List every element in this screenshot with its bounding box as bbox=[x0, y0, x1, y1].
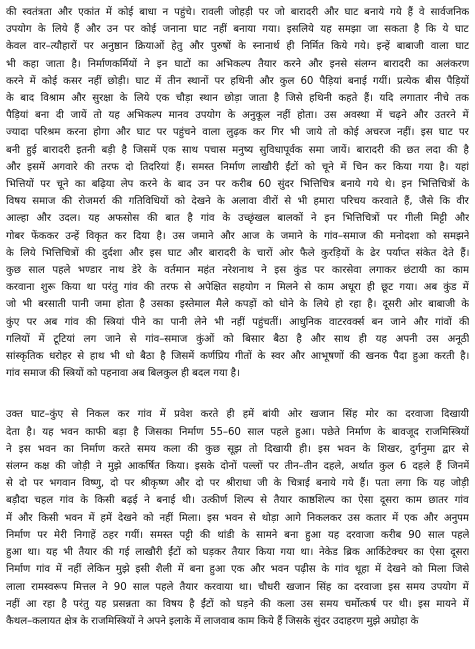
text-line: की स्वतंत्रता और एकांत में कोई बाधा न पहुंचे। रावली जोहड़ी पर जो बारादरी और घाट बनाये गये हैं वे सार्वजनिक bbox=[6, 7, 469, 18]
text-line: ज्यादा परिश्रम करना होगा और घाट पर पहुंचने वाला लुढ़क कर गिर भी जाये तो कोई अचरज नहीं। इस घाट पर bbox=[6, 127, 469, 139]
text-line: हुआ था। यह भी तैयार की गई लाखौरी ईंटों को घड़कर तैयार किया गया था। नेकेड ब्रिक आर्किटेक्चर का ऐसा दूसरा bbox=[6, 547, 469, 559]
text-line: संलग्न कक्ष की जोड़ी ने मुझे आकर्षित किया। इसके दोनों पल्लों पर तीन–तीन दहले, अर्थात कुल 6 दहले हैं जिनमें bbox=[6, 461, 469, 473]
text-line: पैड़ियां बना दी जायें तो यह अभिकल्प मानव उपयोग के अनुकूल नहीं होता। उस अवस्था में चढ़ने और उतरने में bbox=[6, 110, 469, 122]
text-line: भी कहा जाता है। निर्माणकर्मियों ने इन घाटों का अभिकल्प तैयार करने और इनसे संलग्न बारादरी का अलंकरण bbox=[6, 58, 469, 70]
text-line: गोबर फेंककर उन्हें विकृत कर दिया है। उस जमाने और आज के जमाने के गांव–समाज की मनोदशा को समझने bbox=[6, 230, 469, 242]
text-line: लाला रामस्वरूप मित्तल ने 90 साल पहले तैयार करवाया था। चौधरी खजान सिंह का दरवाजा इस समय उपयोग में bbox=[6, 581, 469, 593]
text-line: के लिये भित्तिचित्रों की दुर्दशा और इस घाट और बारादरी के चारों ओर फैले कुरड़ियों के ढेर पर्याप्त संकेत देते हैं। bbox=[6, 247, 469, 259]
text-line: विषय समाज की रोजमर्रा की गतिविधियों को देखने के अलावा वीरों से भी हमारा परिचय करवाते हैं, जैसे कि वीर bbox=[6, 196, 469, 208]
text-line: बनी हुई बारादरी इतनी बड़ी है जिसमें एक साथ पचास मनुष्य सुविधापूर्वक समा जायें। बारादरी की छत लदा की है bbox=[6, 144, 469, 156]
text-line: ने इस भवन का निर्माण करते समय कला की कुछ सूझ तो दिखायी ही। इस भवन के शिखर, दुर्गनुमा द्वार से bbox=[6, 443, 469, 455]
text-line: जो भी बरसाती पानी जमा होता है उसका इस्तेमाल मैले कपड़ों को धोने के लिये हो रहा है। दूसरी ओर बाबाजी के bbox=[6, 299, 469, 311]
text-line: करवाना शुरू किया था परंतु गांव की तरफ से अपेक्षित सहयोग न मिलने से काम अधूरा ही छूट गया। अब कुंड में bbox=[6, 282, 469, 294]
text-line: गांव समाज की स्त्रियों को पहनावा अब बिलकुल ही बदल गया है। bbox=[6, 368, 240, 380]
text-line: करने में कोई कसर नहीं छोड़ी। घाट में तीन स्थानों पर हथिनी और कुल 60 पैड़ियां बनाई गयीं। प्रत्येक बीस पैड़ियों bbox=[6, 75, 469, 87]
text-line: के बाद विश्राम और सुरक्षा के लिये एक चौड़ा स्थान छोड़ा जाता है जिसे हथिनी कहते हैं। यदि लगातार नीचे तक bbox=[6, 93, 469, 105]
text-line: कुछ साल पहले भण्डार नाथ डेरे के वर्तमान महंत नरेशनाथ ने इस कुंड पर कारसेवा लगाकर छंटायी का काम bbox=[6, 265, 469, 277]
text-line: में और किसी भवन में हमें देखने को नहीं मिला। इस भवन से थोड़ा आगे निकलकर उस कतार में एक और अनुपम bbox=[6, 512, 469, 524]
text-line: और इसमें अगवारे की तरफ दो तिदरियां हैं। समस्त निर्माण लाखौरी ईंटों को चूने में चिन कर किया गया है। यहां bbox=[6, 161, 469, 173]
text-line: आल्हा और उदल। यह अफसोस की बात है गांव के उच्छृंखल बालकों ने इन भित्तिचित्रों पर गीली मिट्टी और bbox=[6, 213, 469, 225]
paragraph-khajan-singh-darwaza bbox=[6, 406, 469, 630]
text-line: सांस्कृतिक धरोहर से हाथ भी धो बैठा है जिसमें कर्णप्रिय गीतों के स्वर और आभूषणों की खनक पैदा हुआ करती है। bbox=[6, 351, 469, 363]
text-line: उपयोग के लिये हैं और उन पर कोई जनाना घाट नहीं बनाया गया। इसलिये यह समझा जा सकता है कि ये घाट bbox=[6, 24, 469, 36]
text-line: भित्तियों पर चूने का बढ़िया लेप करने के बाद उन पर करीब 60 सुंदर भित्तिचित्र बनाये गये थे। इन भित्तिचित्रों के bbox=[6, 179, 469, 191]
text-line: उक्त घाट–कुंए से निकल कर गांव में प्रवेश करते ही हमें बांयी ओर खजान सिंह मोर का दरवाजा दिखायी bbox=[6, 409, 469, 421]
text-line: केवल वार–त्यौहारों पर अनुष्ठान क्रियाओं हेतु और पुरुषों के स्नानार्थ ही निर्मित किये गये। इन्हें बाबाजी वाला घाट bbox=[6, 41, 469, 53]
paragraph-ghat-baradari bbox=[6, 4, 469, 382]
text-line: कैथल–कलायत क्षेत्र के राजमिस्त्रियों ने अपने इलाके में लाजवाब काम किये हैं जिसके सुंदर उदाहरण मुझे अग्रोहा के bbox=[6, 615, 419, 627]
text-line: कुंए पर अब गांव की स्त्रियां पीने का पानी लेने भी नहीं पहुंचतीं। आधुनिक वाटरवर्क्स बन जाने और गांवों की bbox=[6, 316, 469, 328]
text-line: देता है। यह भवन काफी बड़ा है जिसका निर्माण 55–60 साल पहले हुआ। पछेते निर्माण के बावजूद राजमिस्त्रियों bbox=[6, 426, 469, 438]
text-line: बड़ौदा चहल गांव के किसी बढ़ई ने बनाई थी। उत्कीर्ण शिल्प से तैयार काष्ठशिल्प का ऐसा दूसरा काम छातर गांव bbox=[6, 495, 469, 507]
text-line: निर्माण पर मेरी निगाहें ठहर गयीं। समस्त पट्टी की थांडी के सामने बना हुआ यह दरवाजा करीब 90 साल पहले bbox=[6, 529, 469, 541]
text-line: गलियों में टूटियां लग जाने से गांव–समाज कुंओं को बिसार बैठा है और साथ ही यह अपनी उस अनूठी bbox=[6, 333, 469, 345]
text-line: से दो पर भगवान विष्णु, दो पर श्रीकृष्ण और दो पर श्रीराधा जी के चित्राई बनाये गये हैं। पता लगा कि यह जोड़ी bbox=[6, 478, 469, 490]
text-line: निर्माण गांव में नहीं लेकिन मुझे इसी शैली में बना हुआ एक और भवन पढ़ीस के गांव थूहा में देखने को मिला जिसे bbox=[6, 564, 469, 576]
text-line: नहीं आ रहा है परंतु यह प्रसन्नता का विषय है ईंटों को घड़ने की कला उस समय चर्मोत्कर्ष पर थी। इस मायने में bbox=[6, 598, 469, 610]
